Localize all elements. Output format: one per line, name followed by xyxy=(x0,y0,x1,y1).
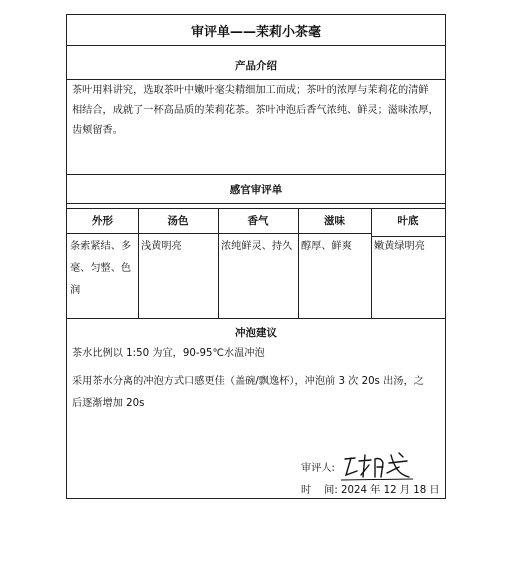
intro-line: 齿颊留香。 xyxy=(72,125,123,136)
date-row xyxy=(301,481,440,496)
col-header: 外形 xyxy=(92,215,113,227)
divider xyxy=(67,318,445,319)
col-header: 叶底 xyxy=(397,215,419,227)
col-value xyxy=(298,236,371,258)
col-aroma xyxy=(218,208,298,318)
col-leaf xyxy=(371,208,445,318)
value-line: 毫、匀整、色 xyxy=(70,263,132,274)
value-line: 润 xyxy=(70,285,81,296)
brew-line: 茶水比例以 1:50 为宜，90-95℃水温冲泡 xyxy=(72,348,265,359)
col-appearance xyxy=(67,208,138,318)
divider xyxy=(67,174,445,175)
col-header: 滋味 xyxy=(324,215,345,227)
col-value xyxy=(371,236,445,258)
col-header: 汤色 xyxy=(167,215,189,227)
value-line: 浓纯鲜灵、持久 xyxy=(221,241,293,252)
col-value xyxy=(138,236,218,258)
divider xyxy=(67,203,445,204)
value-line: 条索紧结、多 xyxy=(70,241,132,252)
date-label: 时 间: xyxy=(301,485,338,496)
divider xyxy=(67,233,371,234)
brewing-heading: 冲泡建议 xyxy=(235,326,277,339)
col-liquor xyxy=(138,208,218,318)
col-value xyxy=(218,236,298,258)
intro-line: 相结合，成就了一杯高品质的茉莉花茶。茶叶冲泡后香气浓纯、鲜灵；滋味浓厚， xyxy=(72,105,439,116)
col-header: 香气 xyxy=(247,215,269,227)
product-intro-heading: 产品介绍 xyxy=(235,59,277,72)
divider xyxy=(67,45,445,46)
intro-line: 茶叶用料讲究，选取茶叶中嫩叶毫尖精细加工而成；茶叶的浓厚与茉莉花的清鲜 xyxy=(72,85,429,96)
col-value xyxy=(67,236,138,302)
col-taste xyxy=(298,208,371,318)
signature-image xyxy=(341,449,415,483)
review-date: 2024 年 12 月 18 日 xyxy=(341,485,440,496)
value-line: 浅黄明亮 xyxy=(141,241,182,252)
reviewer-label: 审评人: xyxy=(301,462,335,474)
form-title: 审评单——茉莉小茶毫 xyxy=(190,24,321,40)
product-intro-text xyxy=(67,79,445,141)
brew-line: 后逐渐增加 20s xyxy=(72,398,145,409)
sensory-table xyxy=(67,208,445,318)
value-line: 嫩黄绿明亮 xyxy=(374,241,425,252)
brewing-text xyxy=(67,343,445,415)
value-line: 醇厚、鲜爽 xyxy=(301,241,352,252)
brew-line: 采用茶水分离的冲泡方式口感更佳（盖碗/飘逸杯），冲泡前 3 次 20s 出汤，之 xyxy=(72,376,424,387)
divider xyxy=(371,236,445,237)
review-form xyxy=(66,14,446,499)
reviewer-row xyxy=(301,449,415,483)
sensory-heading: 感官审评单 xyxy=(229,183,283,196)
